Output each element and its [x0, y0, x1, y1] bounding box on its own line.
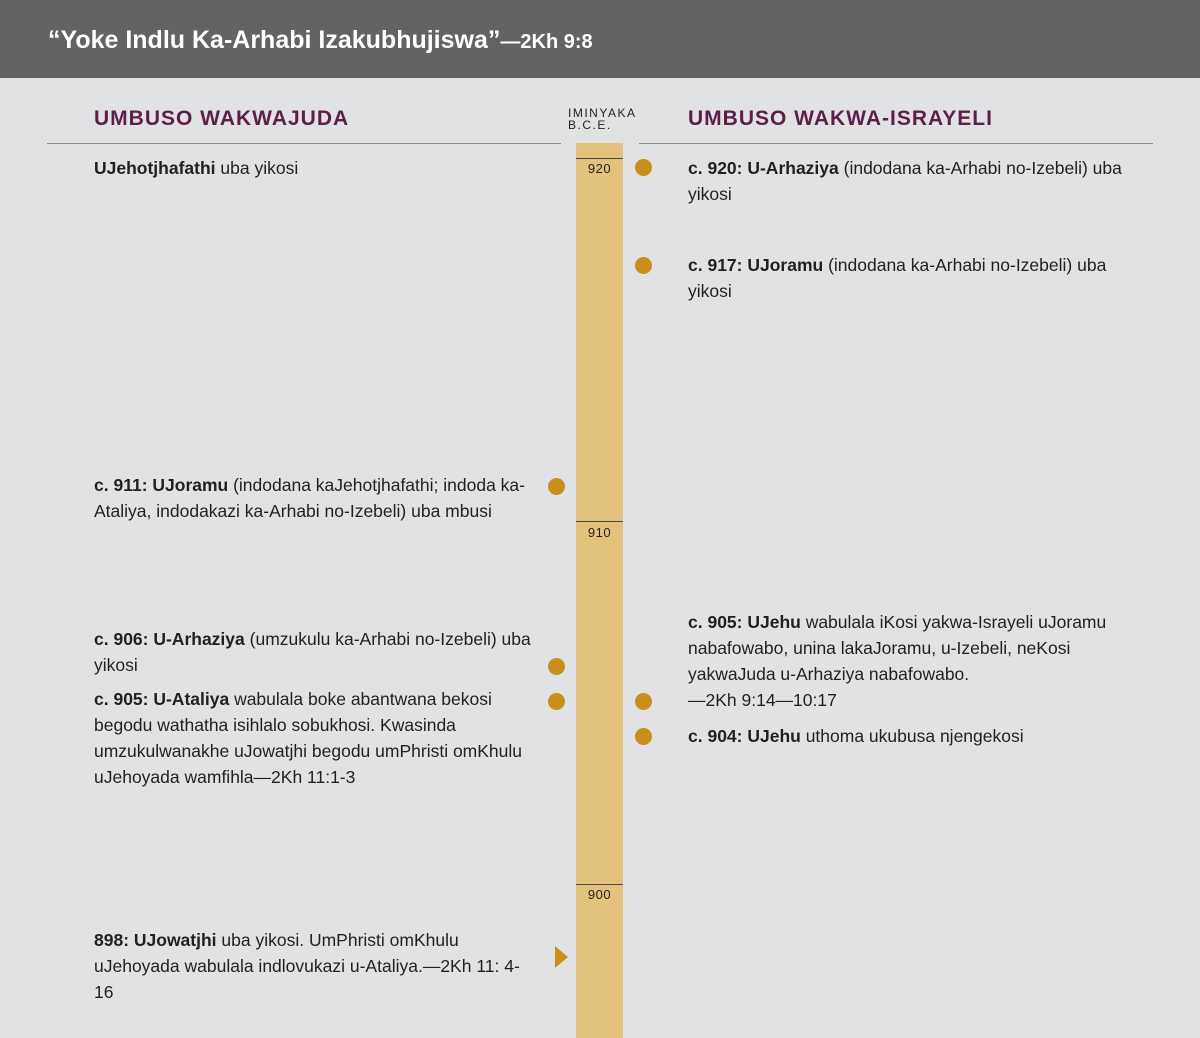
event-right-ahaziah-920 [688, 155, 1138, 207]
timeline-tick-label-910: 910 [587, 525, 612, 540]
marker-dot-left-906 [548, 658, 565, 675]
event-right-4-text: uthoma ukubusa njengekosi [800, 726, 1024, 746]
timeline-tick-910 [576, 521, 623, 522]
marker-dot-right-917 [635, 257, 652, 274]
event-right-3-bold: c. 905: UJehu [688, 612, 801, 632]
event-right-joram-917 [688, 252, 1138, 304]
marker-dot-left-911 [548, 478, 565, 495]
event-right-jehu-905 [688, 609, 1138, 713]
event-left-4-text: wabulala boke abantwana bekosi begodu wathatha isihlalo sobukhosi. Kwasinda umzukulwanakhe uJowatjhi begodu umPhristi omKhulu uJehoyada wamfihla—2Kh 11:1-3 [94, 689, 523, 787]
right-header-divider [639, 143, 1153, 144]
right-column-heading: UMBUSO WAKWA-ISRAYELI [688, 107, 993, 130]
event-left-5-text: uba yikosi. UmPhristi omKhulu uJehoyada wabulala indlovukazi u-Ataliya.—2Kh 11: 4-16 [94, 930, 520, 1002]
title-main: “Yoke Indlu Ka-Arhabi Izakubhujiswa” [48, 26, 501, 54]
event-left-3-bold: c. 906: U-Arhaziya [94, 629, 245, 649]
title-reference: —2Kh 9:8 [500, 31, 593, 53]
timeline-tick-920 [576, 158, 623, 159]
event-right-4-bold: c. 904: UJehu [688, 726, 801, 746]
event-left-2-bold: c. 911: UJoramu [94, 475, 229, 495]
event-left-ahaziah-906 [94, 626, 534, 678]
marker-dot-right-905 [635, 693, 652, 710]
event-left-4-bold: c. 905: U-Ataliya [94, 689, 230, 709]
event-right-2-bold: c. 917: UJoramu [688, 255, 824, 275]
event-right-1-text: (indodana ka-Arhabi no-Izebeli) uba yikosi [688, 158, 1122, 204]
years-axis-label [568, 107, 644, 131]
event-left-jehoash-898 [94, 927, 534, 1005]
page-title [48, 26, 593, 55]
marker-dot-right-920 [635, 159, 652, 176]
event-left-athaliah-905 [94, 686, 534, 790]
marker-arrow-left-898 [555, 946, 568, 968]
timeline-tick-label-900: 900 [587, 887, 612, 902]
timeline-tick-900 [576, 884, 623, 885]
marker-dot-left-905 [548, 693, 565, 710]
event-right-jehu-904 [688, 723, 1138, 749]
years-label-line1: IMINYAKA [568, 106, 637, 120]
years-label-line2: B.C.E. [568, 118, 612, 132]
event-left-jehoshaphat [94, 155, 534, 181]
event-right-3-text: wabulala iKosi yakwa-Israyeli uJoramu nabafowabo, unina lakaJoramu, u-Izebeli, neKosi yakwaJuda u-Arhaziya nabafowabo. [688, 612, 1107, 684]
timeline-bar [576, 143, 623, 1038]
event-left-2-text: (indodana kaJehotjhafathi; indoda ka-Ataliya, indodakazi ka-Arhabi no-Izebeli) uba mbusi [94, 475, 525, 521]
event-left-5-bold: 898: UJowatjhi [94, 930, 217, 950]
event-left-1-text: uba yikosi [215, 158, 299, 178]
marker-dot-right-904 [635, 728, 652, 745]
title-bar [0, 0, 1200, 78]
event-left-1-bold: UJehotjhafathi [94, 158, 216, 178]
event-left-joram-911 [94, 472, 534, 524]
left-header-divider [47, 143, 561, 144]
event-right-1-bold: c. 920: U-Arhaziya [688, 158, 839, 178]
event-right-3-reference: —2Kh 9:14—10:17 [688, 690, 837, 710]
left-column-heading: UMBUSO WAKWAJUDA [94, 107, 350, 130]
timeline-tick-label-920: 920 [587, 161, 612, 176]
event-right-2-text: (indodana ka-Arhabi no-Izebeli) uba yikosi [688, 255, 1107, 301]
event-left-3-text: (umzukulu ka-Arhabi no-Izebeli) uba yikosi [94, 629, 531, 675]
